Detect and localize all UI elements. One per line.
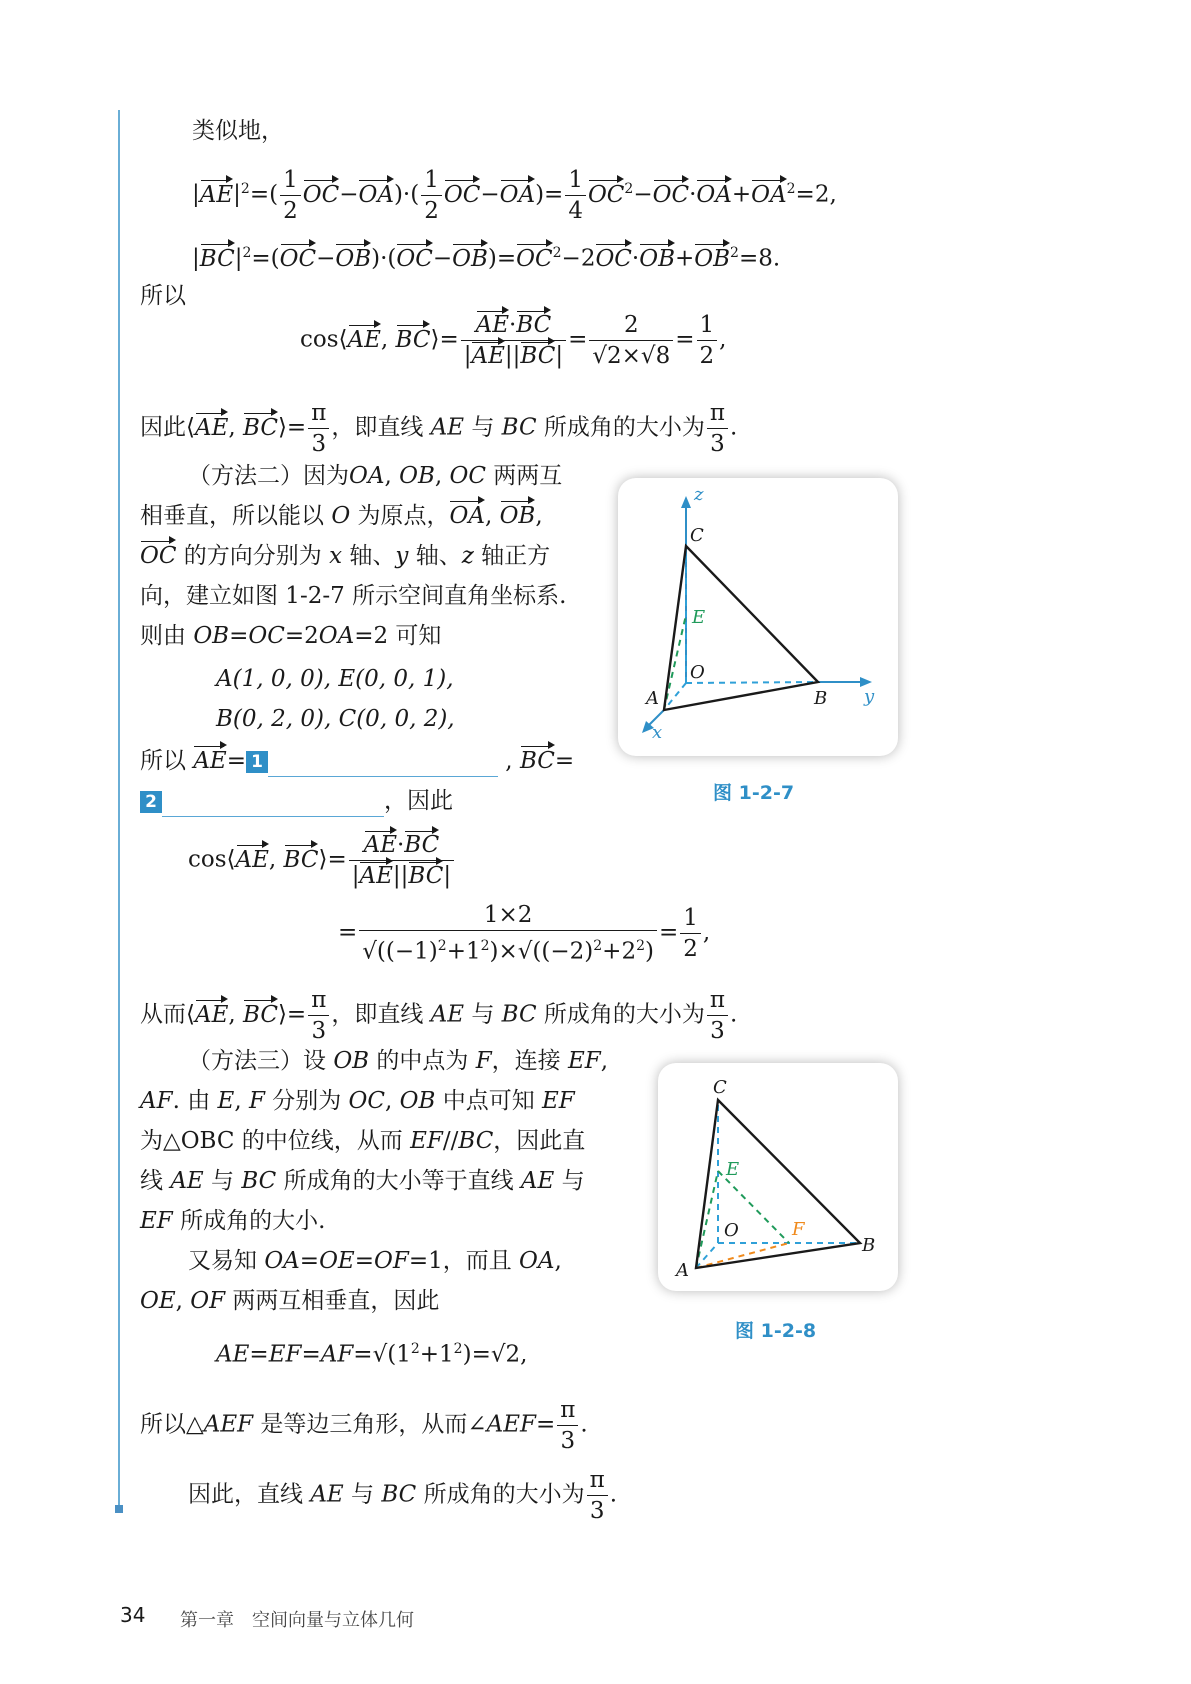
method3-line2: AF. 由 E, F 分别为 OC, OB 中点可知 EF — [140, 1088, 575, 1114]
page-number: 34 — [120, 1603, 146, 1627]
conclusion-equilateral: 所以△AEF 是等边三角形，从而∠AEF= $\frac{\pi}{3}$ . — [140, 1397, 588, 1454]
equation-ae-squared: $|AE|^2=$( $\frac{1}{2}$ OC−OA)·( $\frac{1}{2}$ OC−OA)= $\frac{1}{4}$ $OC^2-OC\cdot OA+OA^2=2$, — [192, 167, 837, 224]
blank-1-field[interactable] — [268, 754, 498, 777]
conclusion-2: 从而⟨AE, BC⟩= $\frac{\pi}{3}$ ，即直线 AE 与 BC 所成角的大小为 $\frac{\pi}{3}$ . — [140, 987, 738, 1044]
method2-line5: 则由 OB=OC=2OA=2 可知 — [140, 623, 442, 649]
label-e: E — [692, 607, 706, 628]
blank-1-badge: 1 — [246, 751, 268, 773]
method3-line4: 线 AE 与 BC 所成角的大小等于直线 AE 与 — [140, 1168, 585, 1194]
final-conclusion: 因此，直线 AE 与 BC 所成角的大小为 $\frac{\pi}{3}$ . — [188, 1467, 618, 1524]
label-o: O — [690, 662, 705, 683]
figure-1-2-7-diagram — [618, 478, 898, 756]
triangle-abc — [664, 546, 818, 710]
method3-line1: （方法三）设 OB 的中点为 F，连接 EF, — [188, 1048, 609, 1074]
method3-line3: 为△OBC 的中位线，从而 EF//BC，因此直 — [140, 1128, 586, 1154]
method2-line3: OC 的方向分别为 x 轴、y 轴、z 轴正方 — [140, 540, 550, 572]
figure-1-2-7-caption: 图 1-2-7 — [713, 782, 795, 804]
label-y: y — [864, 686, 875, 707]
z-axis-arrow — [681, 496, 691, 508]
method2-line1: （方法二）因为OA, OB, OC 两两互 — [188, 463, 563, 489]
blank-line-2: 2 ，因此 — [140, 785, 453, 817]
equation-cos-1: cos⟨AE, BC⟩= $\frac{AE\cdot BC}{|AE||BC|}$ = $\frac{2}{√2\times√8}$ = $\frac{1}{2}$ , — [300, 312, 727, 369]
method3-line7: OE, OF 两两互相垂直，因此 — [140, 1288, 440, 1314]
label-z: z — [694, 484, 704, 505]
equation-bc-squared: $|BC|^2=(OC-OB)\cdot(OC-OB)=OC^2-2OC\cdot OB+OB^2=8$. — [192, 237, 780, 275]
label-c: C — [713, 1077, 727, 1098]
label-e: E — [726, 1159, 740, 1180]
text-so-1: 所以 — [140, 283, 186, 309]
margin-rule — [118, 110, 120, 1510]
label-o: O — [724, 1220, 739, 1241]
method2-line2: 相垂直，所以能以 O 为原点，OA, OB, — [140, 500, 543, 532]
method2-line4: 向，建立如图 1-2-7 所示空间直角坐标系. — [140, 583, 567, 609]
method3-line5: EF 所成角的大小. — [140, 1208, 326, 1234]
coords-line2: B(0, 2, 0), C(0, 0, 2), — [216, 706, 455, 732]
label-a: A — [676, 1260, 689, 1281]
label-b: B — [814, 688, 828, 709]
conclusion-1: 因此⟨AE, BC⟩= $\frac{\pi}{3}$ ，即直线 AE 与 BC 所成角的大小为 $\frac{\pi}{3}$ . — [140, 400, 738, 457]
figure-1-2-8-diagram — [658, 1063, 898, 1291]
figure-1-2-7 — [618, 478, 898, 756]
coords-line1: A(1, 0, 0), E(0, 0, 1), — [216, 666, 454, 692]
blank-2-badge: 2 — [140, 791, 162, 813]
text-similarly: 类似地， — [192, 118, 284, 144]
label-c: C — [690, 525, 704, 546]
blank-2-field[interactable] — [162, 794, 384, 817]
blank-line-1: 所以 AE= 1 , BC= — [140, 745, 574, 777]
chapter-title: 第一章 空间向量与立体几何 — [180, 1610, 414, 1631]
equation-cos-2a: cos⟨AE, BC⟩= $\frac{AE\cdot BC}{|AE||BC|}$ — [188, 830, 456, 891]
label-x: x — [652, 722, 663, 743]
equation-equal-sides: $AE=EF=AF=√(1^2+1^2)=√2$, — [216, 1341, 528, 1368]
margin-rule-end — [115, 1505, 123, 1513]
figure-1-2-8 — [658, 1063, 898, 1291]
edge-ob-hidden — [686, 682, 818, 683]
label-b: B — [862, 1235, 876, 1256]
method3-line6: 又易知 OA=OE=OF=1，而且 OA, — [188, 1248, 562, 1274]
label-f: F — [792, 1219, 805, 1240]
figure-1-2-8-caption: 图 1-2-8 — [735, 1320, 817, 1342]
label-a: A — [646, 688, 659, 709]
equation-cos-2b: = $\frac{1\times 2}{√((-1)^2+1^2)\times√((-2)^2+2^2)}$ = $\frac{1}{2}$ , — [338, 902, 711, 965]
